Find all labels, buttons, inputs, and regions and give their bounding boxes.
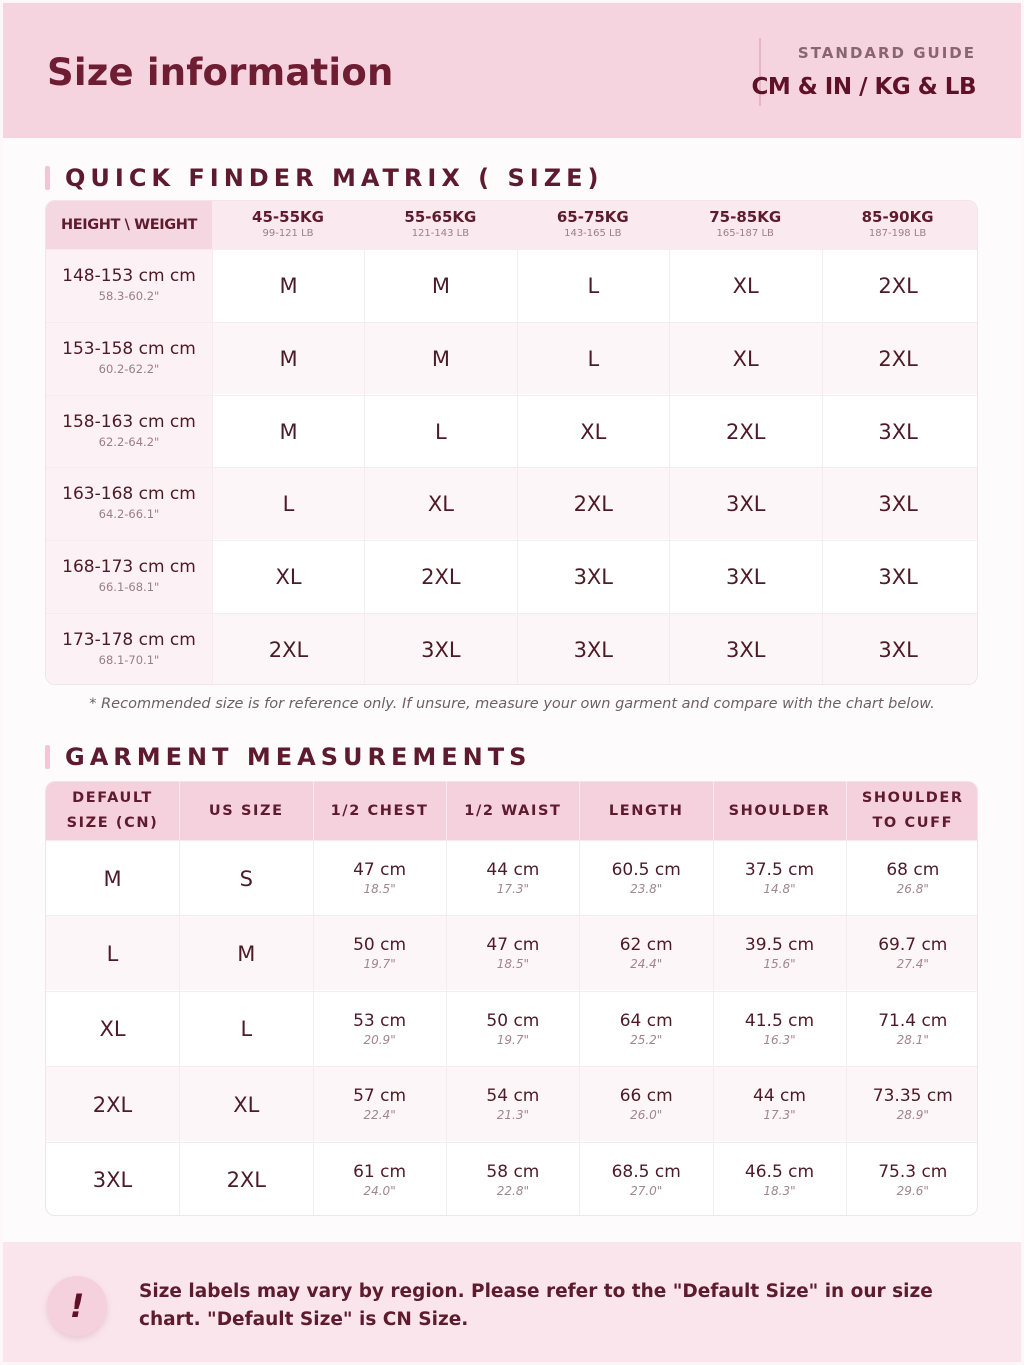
measurement-cell bbox=[713, 1067, 846, 1142]
matrix-size-cell: L bbox=[364, 396, 516, 468]
measurement-in-value: 20.9" bbox=[363, 1032, 396, 1047]
us-size-cell: M bbox=[179, 916, 312, 991]
default-size-cn-cell: M bbox=[103, 866, 122, 891]
header-units: CM & IN / KG & LB bbox=[751, 74, 976, 100]
height-in-value: 64.2-66.1" bbox=[98, 507, 160, 522]
weight-kg-label: 75-85KG bbox=[709, 208, 782, 226]
garment-measurements-table bbox=[45, 781, 978, 1216]
matrix-size-cell: L bbox=[517, 323, 669, 395]
height-cm-value: 168-173 cm cm bbox=[62, 557, 196, 578]
measurement-cell bbox=[313, 841, 446, 916]
measurement-in-value: 19.7" bbox=[496, 1032, 530, 1047]
weight-lb-label: 187-198 LB bbox=[868, 228, 927, 239]
height-cm-value: 148-153 cm cm bbox=[62, 266, 196, 286]
us-size-cell: L bbox=[179, 992, 312, 1067]
measurement-cm-value: 73.35 cm bbox=[872, 1086, 953, 1107]
matrix-size-cell: 3XL bbox=[822, 541, 974, 613]
measurement-in-value: 29.6" bbox=[896, 1183, 929, 1198]
height-cm-value: 163-168 cm cm bbox=[62, 484, 196, 505]
matrix-row bbox=[46, 467, 978, 539]
measurement-cm-value: 53 cm bbox=[353, 1010, 407, 1031]
height-in-value: 60.2-62.2" bbox=[98, 361, 160, 376]
matrix-corner-label: HEIGHT \ WEIGHT bbox=[46, 201, 212, 249]
us-size-cell: 2XL bbox=[179, 1143, 312, 1216]
matrix-size-cell: XL bbox=[669, 250, 821, 322]
measurement-cm-value: 69.7 cm bbox=[878, 935, 948, 956]
matrix-row bbox=[46, 249, 978, 321]
measurement-cm-value: 71.4 cm bbox=[878, 1010, 948, 1031]
height-cm-value: 173-178 cm cm bbox=[62, 630, 196, 650]
matrix-weight-column-header bbox=[822, 201, 974, 249]
measurement-cell bbox=[446, 992, 579, 1067]
matrix-size-cell: XL bbox=[517, 396, 669, 468]
garment-column-header: LENGTH bbox=[579, 782, 712, 840]
measurement-cm-value: 44 cm bbox=[753, 1086, 806, 1107]
measurement-cm-value: 62 cm bbox=[619, 935, 673, 956]
garment-column-header: SHOULDER bbox=[713, 782, 846, 840]
measurement-cm-value: 44 cm bbox=[486, 860, 540, 880]
measurement-in-value: 17.3" bbox=[763, 1108, 796, 1123]
weight-lb-label: 165-187 LB bbox=[716, 228, 774, 239]
matrix-size-cell: 3XL bbox=[822, 396, 974, 468]
measurement-cell bbox=[579, 1067, 712, 1142]
height-in-value: 68.1-70.1" bbox=[98, 653, 160, 667]
garment-column-header: 1/2 CHEST bbox=[313, 782, 446, 840]
measurement-cell bbox=[846, 916, 978, 991]
height-in-value: 62.2-64.2" bbox=[98, 434, 160, 449]
matrix-weight-column-header bbox=[517, 201, 669, 249]
matrix-weight-column-header bbox=[669, 201, 821, 249]
matrix-size-cell: M bbox=[212, 250, 364, 322]
matrix-height-label bbox=[46, 541, 212, 613]
measurement-in-value: 24.4" bbox=[630, 957, 663, 972]
weight-kg-label: 55-65KG bbox=[404, 208, 477, 226]
matrix-size-cell: 3XL bbox=[517, 541, 669, 613]
footer-notice-text: Size labels may vary by region. Please refer to the "Default Size" in our size chart. "Default Size" is CN Size. bbox=[139, 1281, 933, 1330]
weight-lb-label: 99-121 LB bbox=[262, 228, 314, 239]
measurement-in-value: 28.9" bbox=[896, 1108, 929, 1123]
measurement-cell bbox=[579, 841, 712, 916]
matrix-size-cell: M bbox=[212, 396, 364, 468]
measurement-cell bbox=[846, 992, 978, 1067]
measurement-in-value: 22.4" bbox=[363, 1108, 396, 1123]
measurement-in-value: 15.6" bbox=[763, 957, 796, 972]
measurement-cell bbox=[446, 1067, 579, 1142]
matrix-size-cell: L bbox=[212, 468, 364, 540]
measurement-cell bbox=[579, 992, 712, 1067]
matrix-row bbox=[46, 395, 978, 467]
garment-column-header: DEFAULT SIZE (CN) bbox=[66, 790, 159, 831]
header-kicker: STANDARD GUIDE bbox=[797, 44, 976, 62]
matrix-height-label bbox=[46, 323, 212, 395]
garment-column-header: 1/2 WAIST bbox=[446, 782, 579, 840]
measurement-cm-value: 47 cm bbox=[486, 935, 540, 956]
measurement-cm-value: 60.5 cm bbox=[611, 860, 681, 880]
garment-row bbox=[46, 840, 978, 915]
measurement-cm-value: 50 cm bbox=[486, 1010, 540, 1031]
measurement-cell bbox=[313, 1143, 446, 1216]
measurement-cm-value: 46.5 cm bbox=[744, 1161, 815, 1182]
recommendation-note: * Recommended size is for reference only. If unsure, measure your own garment and compare with the chart below. bbox=[89, 696, 935, 712]
measurement-cell bbox=[713, 992, 846, 1067]
measurement-cm-value: 58 cm bbox=[486, 1161, 540, 1182]
matrix-size-cell: 3XL bbox=[669, 614, 821, 685]
garment-row bbox=[46, 991, 978, 1066]
matrix-height-label bbox=[46, 468, 212, 540]
us-size-cell: S bbox=[179, 841, 312, 916]
matrix-size-cell: L bbox=[517, 250, 669, 322]
quick-finder-matrix bbox=[45, 200, 978, 685]
matrix-height-label bbox=[46, 614, 212, 685]
matrix-size-cell: 2XL bbox=[822, 250, 974, 322]
matrix-size-cell: 3XL bbox=[822, 468, 974, 540]
measurement-cell bbox=[846, 841, 978, 916]
weight-lb-label: 121-143 LB bbox=[411, 228, 470, 239]
weight-kg-label: 65-75KG bbox=[556, 208, 629, 226]
garment-row bbox=[46, 1142, 978, 1216]
matrix-size-cell: 3XL bbox=[669, 541, 821, 613]
matrix-height-label bbox=[46, 396, 212, 468]
measurement-cell bbox=[313, 992, 446, 1067]
matrix-row bbox=[46, 613, 978, 685]
matrix-size-cell: 2XL bbox=[669, 396, 821, 468]
weight-lb-label: 143-165 LB bbox=[564, 228, 622, 239]
measurement-cell bbox=[713, 841, 846, 916]
measurement-cm-value: 66 cm bbox=[619, 1086, 673, 1107]
height-in-value: 58.3-60.2" bbox=[98, 289, 160, 303]
measurement-cm-value: 47 cm bbox=[353, 860, 407, 880]
measurement-in-value: 21.3" bbox=[496, 1108, 530, 1123]
measurement-in-value: 24.0" bbox=[363, 1183, 396, 1198]
matrix-size-cell: 3XL bbox=[822, 614, 974, 685]
matrix-size-cell: 3XL bbox=[669, 468, 821, 540]
matrix-row bbox=[46, 322, 978, 394]
matrix-size-cell: M bbox=[364, 250, 516, 322]
matrix-height-label bbox=[46, 250, 212, 322]
measurement-in-value: 25.2" bbox=[630, 1032, 663, 1047]
measurement-in-value: 18.5" bbox=[496, 957, 530, 972]
measurement-cm-value: 64 cm bbox=[619, 1010, 673, 1031]
measurement-in-value: 18.5" bbox=[363, 882, 396, 896]
garment-section-title bbox=[45, 743, 531, 771]
measurement-in-value: 28.1" bbox=[896, 1032, 929, 1047]
measurement-cell bbox=[446, 916, 579, 991]
height-cm-value: 158-163 cm cm bbox=[62, 411, 196, 432]
measurement-cm-value: 75.3 cm bbox=[878, 1161, 948, 1182]
measurement-cell bbox=[579, 916, 712, 991]
measurement-cell bbox=[579, 1143, 712, 1216]
measurement-cell bbox=[446, 1143, 579, 1216]
height-cm-value: 153-158 cm cm bbox=[62, 338, 196, 359]
default-size-cn-cell: 3XL bbox=[92, 1168, 133, 1193]
matrix-size-cell: 3XL bbox=[517, 614, 669, 685]
matrix-size-cell: XL bbox=[364, 468, 516, 540]
garment-column-header: US SIZE bbox=[179, 782, 312, 840]
page-title: Size information bbox=[47, 51, 394, 94]
matrix-size-cell: 3XL bbox=[364, 614, 516, 685]
matrix-size-cell: M bbox=[212, 323, 364, 395]
measurement-in-value: 16.3" bbox=[763, 1032, 796, 1047]
garment-row bbox=[46, 915, 978, 990]
matrix-section-title bbox=[45, 164, 604, 192]
measurement-cell bbox=[846, 1067, 978, 1142]
measurement-in-value: 27.4" bbox=[896, 957, 929, 972]
measurement-in-value: 18.3" bbox=[763, 1183, 796, 1198]
weight-kg-label: 85-90KG bbox=[861, 208, 934, 226]
matrix-size-cell: 2XL bbox=[822, 323, 974, 395]
measurement-in-value: 14.8" bbox=[763, 882, 796, 896]
matrix-header-row bbox=[46, 201, 978, 249]
matrix-row bbox=[46, 540, 978, 612]
measurement-cm-value: 50 cm bbox=[353, 935, 407, 956]
measurement-in-value: 27.0" bbox=[630, 1183, 663, 1198]
measurement-cell bbox=[713, 1143, 846, 1216]
measurement-cell bbox=[313, 1067, 446, 1142]
matrix-weight-column-header bbox=[364, 201, 516, 249]
measurement-cell bbox=[713, 916, 846, 991]
measurement-cm-value: 37.5 cm bbox=[744, 860, 815, 880]
default-size-cn-cell: 2XL bbox=[92, 1092, 133, 1117]
matrix-size-cell: M bbox=[364, 323, 516, 395]
matrix-size-cell: XL bbox=[212, 541, 364, 613]
garment-section-label: GARMENT MEASUREMENTS bbox=[65, 743, 532, 771]
measurement-in-value: 26.0" bbox=[630, 1108, 663, 1123]
matrix-size-cell: XL bbox=[669, 323, 821, 395]
measurement-in-value: 23.8" bbox=[630, 882, 663, 896]
measurement-cm-value: 68 cm bbox=[886, 860, 940, 880]
measurement-cell bbox=[313, 916, 446, 991]
measurement-cell bbox=[846, 1143, 978, 1216]
default-size-cn-cell: L bbox=[106, 941, 119, 966]
matrix-size-cell: 2XL bbox=[212, 614, 364, 685]
height-in-value: 66.1-68.1" bbox=[98, 580, 160, 595]
measurement-cm-value: 68.5 cm bbox=[611, 1161, 681, 1182]
garment-row bbox=[46, 1066, 978, 1141]
exclamation-icon: ! bbox=[47, 1276, 107, 1336]
measurement-in-value: 22.8" bbox=[496, 1183, 530, 1198]
matrix-size-cell: 2XL bbox=[517, 468, 669, 540]
measurement-cm-value: 54 cm bbox=[486, 1086, 540, 1107]
garment-header-row bbox=[46, 782, 978, 840]
section-accent-bar bbox=[45, 166, 50, 190]
measurement-in-value: 17.3" bbox=[496, 882, 530, 896]
header bbox=[3, 3, 1021, 138]
measurement-cm-value: 57 cm bbox=[353, 1086, 407, 1107]
garment-column-header: SHOULDER TO CUFF bbox=[846, 782, 978, 840]
measurement-cm-value: 61 cm bbox=[353, 1161, 407, 1182]
section-accent-bar bbox=[45, 745, 50, 769]
weight-kg-label: 45-55KG bbox=[252, 208, 324, 226]
matrix-weight-column-header bbox=[212, 201, 364, 249]
measurement-in-value: 19.7" bbox=[363, 957, 396, 972]
footer-notice bbox=[3, 1242, 1021, 1362]
measurement-cm-value: 41.5 cm bbox=[744, 1010, 815, 1031]
us-size-cell: XL bbox=[179, 1067, 312, 1142]
measurement-cm-value: 39.5 cm bbox=[744, 935, 815, 956]
matrix-size-cell: 2XL bbox=[364, 541, 516, 613]
measurement-cell bbox=[446, 841, 579, 916]
measurement-in-value: 26.8" bbox=[896, 882, 929, 896]
default-size-cn-cell: XL bbox=[99, 1017, 126, 1042]
matrix-section-label: QUICK FINDER MATRIX ( SIZE) bbox=[65, 164, 604, 192]
